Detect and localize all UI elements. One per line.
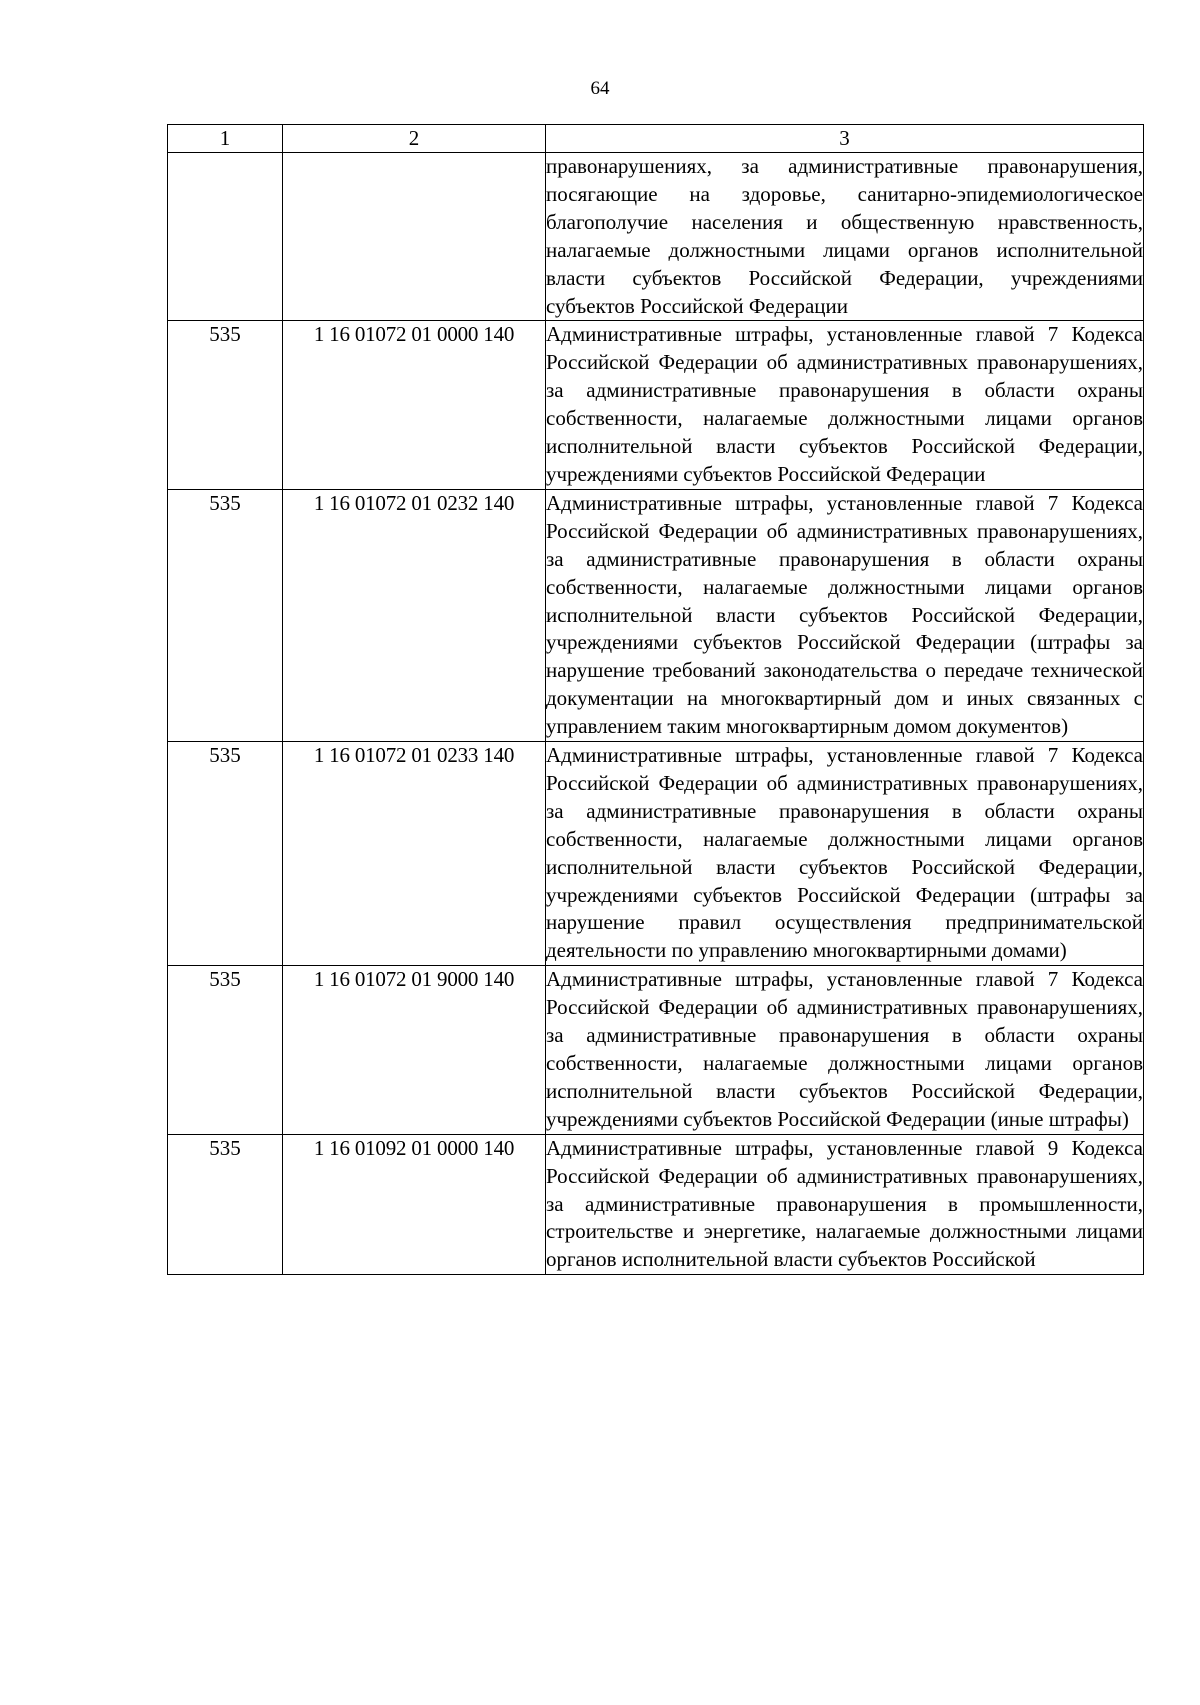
kbk-code-cell: 1 16 01092 01 0000 140 xyxy=(283,1134,546,1275)
description-cell: Административные штрафы, установленные главой 9 Кодекса Российской Федерации об административных правонарушениях, за административные правонарушения в промышленности, строительстве и энергетике, налагаемые должностными лицами органов исполнительной власти субъектов Российской xyxy=(546,1134,1144,1275)
admin-code-cell: 535 xyxy=(168,966,283,1134)
kbk-code-cell: 1 16 01072 01 0000 140 xyxy=(283,321,546,489)
kbk-code-cell: 1 16 01072 01 9000 140 xyxy=(283,966,546,1134)
admin-code-cell: 535 xyxy=(168,321,283,489)
description-cell: Административные штрафы, установленные главой 7 Кодекса Российской Федерации об административных правонарушениях, за административные правонарушения в области охраны собственности, налагаемые должностными лицами органов исполнительной власти субъектов Российской Федерации, учреждениями субъектов Российской Федерации (иные штрафы) xyxy=(546,966,1144,1134)
kbk-code-cell: 1 16 01072 01 0232 140 xyxy=(283,489,546,741)
admin-code-cell xyxy=(168,153,283,321)
table-row-continuation xyxy=(168,153,1144,321)
kbk-code-cell xyxy=(283,153,546,321)
table-row xyxy=(168,1134,1144,1275)
table-row xyxy=(168,742,1144,966)
description-cell: правонарушениях, за административные правонарушения, посягающие на здоровье, санитарно-эпидемиологическое благополучие населения и общественную нравственность, налагаемые должностными лицами органов исполнительной власти субъектов Российской Федерации, учреждениями субъектов Российской Федерации xyxy=(546,153,1144,321)
budget-codes-table xyxy=(167,124,1144,1275)
column-header-2: 2 xyxy=(283,125,546,153)
admin-code-cell: 535 xyxy=(168,1134,283,1275)
column-header-3: 3 xyxy=(546,125,1144,153)
description-cell: Административные штрафы, установленные главой 7 Кодекса Российской Федерации об административных правонарушениях, за административные правонарушения в области охраны собственности, налагаемые должностными лицами органов исполнительной власти субъектов Российской Федерации, учреждениями субъектов Российской Федерации xyxy=(546,321,1144,489)
description-cell: Административные штрафы, установленные главой 7 Кодекса Российской Федерации об административных правонарушениях, за административные правонарушения в области охраны собственности, налагаемые должностными лицами органов исполнительной власти субъектов Российской Федерации, учреждениями субъектов Российской Федерации (штрафы за нарушение правил осуществления предпринимательской деятельности по управлению многоквартирными домами) xyxy=(546,742,1144,966)
description-cell: Административные штрафы, установленные главой 7 Кодекса Российской Федерации об административных правонарушениях, за административные правонарушения в области охраны собственности, налагаемые должностными лицами органов исполнительной власти субъектов Российской Федерации, учреждениями субъектов Российской Федерации (штрафы за нарушение требований законодательства о передаче технической документации на многоквартирный дом и иных связанных с управлением таким многоквартирным домом документов) xyxy=(546,489,1144,741)
column-header-1: 1 xyxy=(168,125,283,153)
page-number: 64 xyxy=(590,78,610,99)
table-row xyxy=(168,321,1144,489)
kbk-code-cell: 1 16 01072 01 0233 140 xyxy=(283,742,546,966)
table-row xyxy=(168,966,1144,1134)
admin-code-cell: 535 xyxy=(168,489,283,741)
admin-code-cell: 535 xyxy=(168,742,283,966)
table-row xyxy=(168,489,1144,741)
table-header-row xyxy=(168,125,1144,153)
